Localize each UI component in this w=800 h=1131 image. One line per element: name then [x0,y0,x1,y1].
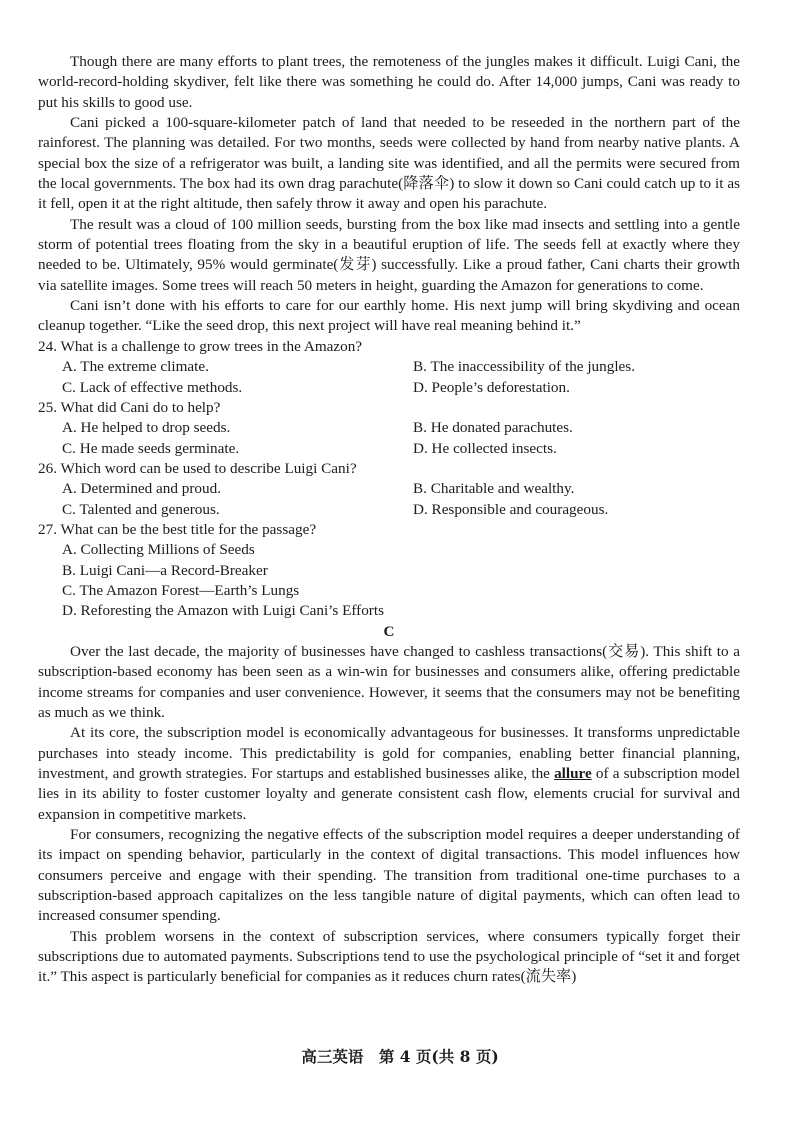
passage-b-paragraph: The result was a cloud of 100 million seeds, bursting from the box like mad insects and settling into a gentle storm of potential trees floating from the sky in a beautiful eruption of life. The seeds fell at exactly where they needed to be. Ultimately, 95% would germinate(发芽) successfully. Like a proud father, Cani charts their growth via satellite images. Some trees will reach 50 meters in height, guarding the Amazon for generations to come. [38,215,740,294]
passage-b-paragraph: Cani isn’t done with his efforts to care for our earthly home. His next jump will bring skydiving and ocean cleanup together. “Like the seed drop, this next project will have real meaning behind it.” [38,297,740,335]
passage-c-paragraph [38,723,740,825]
option-d: D. Reforesting the Amazon with Luigi Cani’s Efforts [62,602,384,620]
option-c: C. He made seeds germinate. [62,439,240,457]
option-a: A. The extreme climate. [62,358,209,376]
passage-b-paragraph: Though there are many efforts to plant trees, the remoteness of the jungles makes it difficult. Luigi Cani, the world-record-holding skydiver, felt like there was something he could do. After 14,000 jumps, Cani was ready to put his skills to good use. [38,53,740,111]
option-c: C. Talented and generous. [62,500,220,518]
passage-c-paragraph: This problem worsens in the context of subscription services, where consumers typically forget their subscriptions due to automated payments. Subscriptions tend to use the psychological principle of “set it and forget it.” This aspect is particularly beneficial for companies as it reduces churn rates(流失率) [38,927,740,986]
option-a: A. Collecting Millions of Seeds [62,541,255,559]
passage-c-paragraph: Over the last decade, the majority of businesses have changed to cashless transactions(交易). This shift to a subscription-based economy has been seen as a win-win for businesses and consumers alike, offering predictable income streams for companies and user convenience. However, it seems that the consumers may not be benefiting as much as we think. [38,642,740,721]
question-26 [38,459,740,520]
underlined-keyword: allure [554,765,592,783]
question-24 [38,337,740,398]
question-stem: 27. What can be the best title for the passage? [38,520,317,538]
question-stem: 25. What did Cani do to help? [38,398,221,416]
passage-c-text: At its core, the subscription model is economically advantageous for businesses. It transforms unpredictable purchases into steady income. This predictability is gold for companies, enabling better financial planning, investment, and growth strategies. For startups and established businesses alike, the [38,724,740,783]
option-b: B. Charitable and wealthy. [413,480,575,498]
option-b: B. He donated parachutes. [413,419,573,437]
option-d: D. People’s deforestation. [413,378,570,396]
exam-page-content [38,52,740,988]
passage-c-paragraph: For consumers, recognizing the negative effects of the subscription model requires a deeper understanding of its impact on spending behavior, particularly in the context of digital transactions. This model influences how consumers perceive and engage with their spending. The transition from traditional one-time purchases to a subscription-based approach capitalizes on the less tangible nature of digital payments, which can often lead to increased consumer spending. [38,826,740,925]
option-c: C. The Amazon Forest—Earth’s Lungs [62,581,300,599]
section-heading-c: C [383,622,395,640]
question-stem: 24. What is a challenge to grow trees in the Amazon? [38,337,363,355]
passage-b-paragraph: Cani picked a 100-square-kilometer patch of land that needed to be reseeded in the northern part of the rainforest. The planning was detailed. For two months, seeds were collected by hand from nearby native plants. A special box the size of a refrigerator was built, a landing site was identified, and all the permits were secured from the local governments. The box had its own drag parachute(降落伞) to slow it down so Cani could catch up to it as it fell, open it at the right altitude, then safely throw it away and open his parachute. [38,114,740,213]
option-a: A. Determined and proud. [62,480,222,498]
option-a: A. He helped to drop seeds. [62,419,231,437]
option-b: B. The inaccessibility of the jungles. [413,358,636,376]
question-27 [38,520,740,622]
option-b: B. Luigi Cani—a Record-Breaker [62,561,268,579]
option-c: C. Lack of effective methods. [62,378,243,396]
option-d: D. Responsible and courageous. [413,500,609,518]
passage-c-text: of a subscription model lies in its ability to foster customer loyalty and generate consistent cash flow, elements crucial for survival and expansion in competitive markets. [38,765,740,823]
option-d: D. He collected insects. [413,439,557,457]
page-footer: 高三英语 第 4 页(共 8 页) [301,1047,499,1066]
question-stem: 26. Which word can be used to describe Luigi Cani? [38,459,357,477]
question-25 [38,398,740,459]
